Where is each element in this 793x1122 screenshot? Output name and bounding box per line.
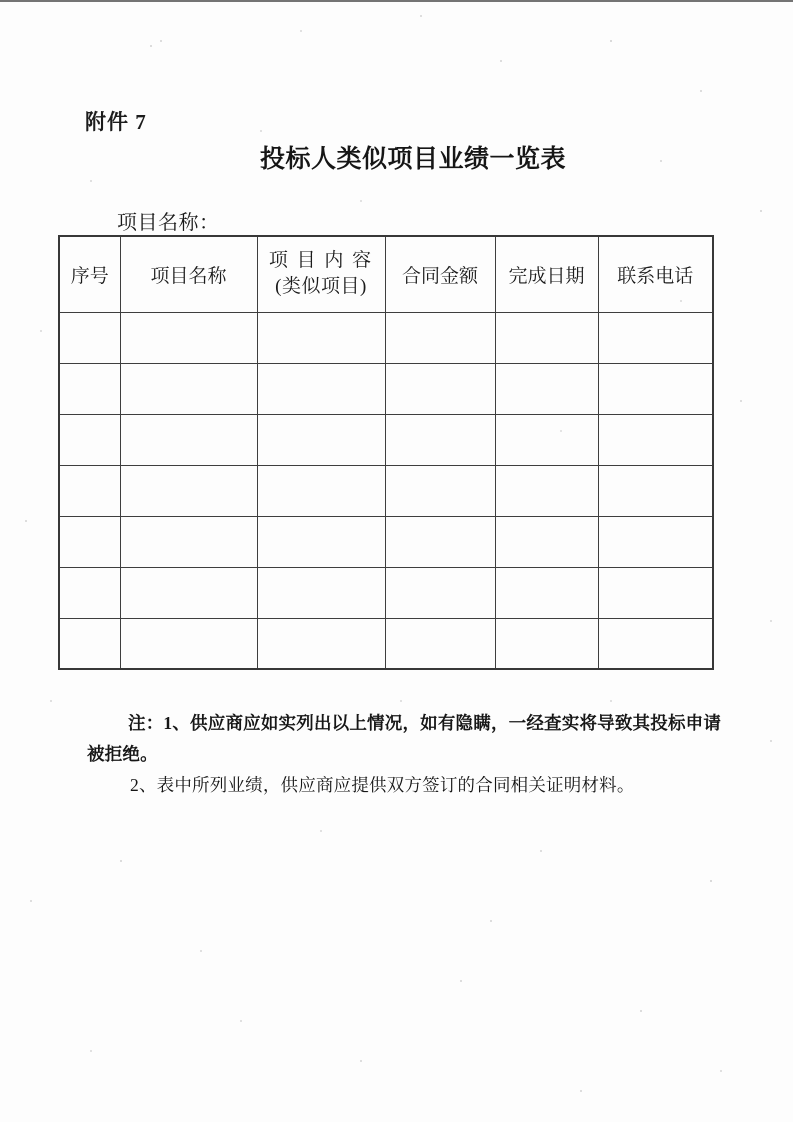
table-cell-empty <box>385 414 495 465</box>
table-cell-empty <box>495 516 598 567</box>
table-cell-empty <box>59 414 120 465</box>
scan-edge-artifact <box>0 0 793 2</box>
table-cell-empty <box>257 567 385 618</box>
table-row <box>59 414 713 465</box>
table-cell-empty <box>257 312 385 363</box>
col-header-project-content-line2: (类似项目) <box>275 276 367 298</box>
performance-table <box>58 235 714 670</box>
table-cell-empty <box>385 618 495 669</box>
table-cell-empty <box>120 363 257 414</box>
table-row <box>59 618 713 669</box>
table-cell-empty <box>495 312 598 363</box>
table-cell-empty <box>257 465 385 516</box>
table-cell-empty <box>598 618 713 669</box>
table-cell-empty <box>59 465 120 516</box>
col-header-serial-number: 序号 <box>59 236 120 312</box>
table-cell-empty <box>59 363 120 414</box>
table-cell-empty <box>598 414 713 465</box>
table-cell-empty <box>598 312 713 363</box>
col-header-contact-phone: 联系电话 <box>598 236 713 312</box>
table-cell-empty <box>59 567 120 618</box>
note-line-2: 被拒绝。 <box>87 744 158 764</box>
note-line-3: 2、表中所列业绩，供应商应提供双方签订的合同相关证明材料。 <box>130 775 635 795</box>
table-cell-empty <box>120 567 257 618</box>
col-header-project-content-line1: 项 目 内 容 <box>268 250 374 272</box>
table-cell-empty <box>495 414 598 465</box>
table-cell-empty <box>59 516 120 567</box>
attachment-number-label: 附件 7 <box>85 110 147 134</box>
col-header-completion-date: 完成日期 <box>495 236 598 312</box>
table-cell-empty <box>120 312 257 363</box>
table-cell-empty <box>257 618 385 669</box>
table-cell-empty <box>120 465 257 516</box>
table-cell-empty <box>120 618 257 669</box>
table-cell-empty <box>385 516 495 567</box>
table-cell-empty <box>598 567 713 618</box>
table-body-empty-rows <box>59 312 713 669</box>
col-header-project-name: 项目名称 <box>120 236 257 312</box>
table-row <box>59 567 713 618</box>
table-row <box>59 312 713 363</box>
col-header-contract-amount: 合同金额 <box>385 236 495 312</box>
table-cell-empty <box>120 414 257 465</box>
table-cell-empty <box>495 618 598 669</box>
table-cell-empty <box>257 414 385 465</box>
table-row <box>59 516 713 567</box>
project-name-label: 项目名称： <box>117 212 220 234</box>
table-cell-empty <box>598 516 713 567</box>
table-cell-empty <box>598 363 713 414</box>
table-cell-empty <box>257 363 385 414</box>
table-row <box>59 363 713 414</box>
table-cell-empty <box>495 567 598 618</box>
page-title: 投标人类似项目业绩一览表 <box>260 146 567 173</box>
table-cell-empty <box>385 363 495 414</box>
table-cell-empty <box>385 465 495 516</box>
table-cell-empty <box>385 567 495 618</box>
table-cell-empty <box>495 465 598 516</box>
scan-noise-speckles <box>0 0 2 2</box>
table-cell-empty <box>495 363 598 414</box>
table-cell-empty <box>59 618 120 669</box>
table-cell-empty <box>598 465 713 516</box>
note-line-1: 注：1、供应商应如实列出以上情况，如有隐瞒，一经查实将导致其投标申请 <box>128 713 722 733</box>
table-cell-empty <box>59 312 120 363</box>
col-header-project-content <box>257 236 385 312</box>
table-cell-empty <box>120 516 257 567</box>
notes-block <box>87 708 722 801</box>
table-cell-empty <box>385 312 495 363</box>
table-cell-empty <box>257 516 385 567</box>
table-header-row <box>59 236 713 312</box>
table-row <box>59 465 713 516</box>
